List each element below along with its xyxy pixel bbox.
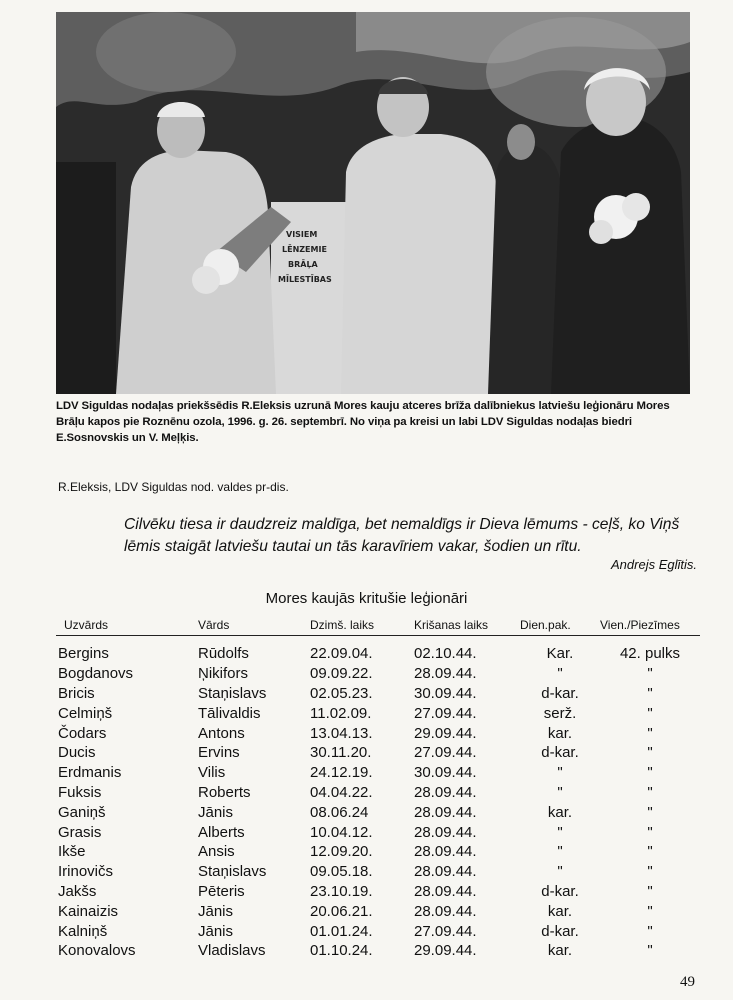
monument-line-4: MĪLESTĪBAS [278,275,332,284]
cell-death-date: 29.09.44. [414,724,477,742]
cell-unit-notes: " [647,724,653,742]
cell-name: Staņislavs [198,863,267,881]
cell-birth-date: 08.06.24 [310,803,369,821]
cell-death-date: 28.09.44. [414,863,477,881]
cell-name: Ansis [198,843,235,861]
caption-author: R.Eleksis, LDV Siguldas nod. valdes pr-dis. [58,480,289,494]
table-row [56,802,700,822]
cell-death-date: 27.09.44. [414,704,477,722]
cell-surname: Bogdanovs [58,665,134,683]
cell-rank: d-kar. [541,684,579,702]
cell-name: Pēteris [198,882,245,900]
cell-unit-notes: " [647,863,653,881]
cell-name: Jānis [198,922,234,940]
table-row [56,703,700,723]
cell-rank: Kar. [546,645,574,663]
cell-death-date: 28.09.44. [414,902,477,920]
cell-name: Antons [198,724,245,742]
table-row [56,882,700,902]
table-row [56,822,700,842]
cell-surname: Kalniņš [58,922,108,940]
cell-surname: Irinovičs [58,863,114,881]
cell-rank: kar. [547,902,573,920]
cell-birth-date: 04.04.22. [310,783,373,801]
cell-unit-notes: " [647,744,653,762]
table-row [56,842,700,862]
cell-surname: Grasis [58,823,102,841]
cell-death-date: 28.09.44. [414,843,477,861]
table-body [56,636,700,961]
cell-name: Vilis [198,764,226,782]
monument-line-3: BRĀĻA [288,260,318,269]
cell-rank: d-kar. [541,744,579,762]
table-row [56,862,700,882]
cell-unit-notes: " [647,684,653,702]
cell-rank: d-kar. [541,922,579,940]
cell-rank: " [557,783,563,801]
table-row [56,921,700,941]
cell-death-date: 02.10.44. [414,645,477,663]
cell-unit-notes: " [647,665,653,683]
cell-surname: Jakšs [58,882,97,900]
cell-rank: serž. [543,704,577,722]
cell-name: Ņikifors [198,665,249,683]
cell-birth-date: 13.04.13. [310,724,373,742]
header-unit-notes: Vien./Piezīmes [600,614,700,636]
cell-unit-notes: 42. pulks [619,645,681,663]
header-birth-date: Dzimš. laiks [310,614,414,636]
table-row [56,763,700,783]
cell-unit-notes: " [647,843,653,861]
cell-death-date: 30.09.44. [414,764,477,782]
cell-surname: Čodars [58,724,107,742]
photo-caption: LDV Siguldas nodaļas priekšsēdis R.Eleksis uzrunā Mores kauju atceres brīža dalībniekus latviešu leģionāru Mores Brāļu kapos pie Roznēnu ozola, 1996. g. 26. septembrī. No viņa pa kreisi un labi LDV Siguldas nodaļas biedri E.Sosnovskis un V. Meļķis. [56,400,670,444]
cell-birth-date: 20.06.21. [310,902,373,920]
cell-rank: " [557,843,563,861]
cell-birth-date: 23.10.19. [310,882,373,900]
cell-rank: kar. [547,803,573,821]
cell-birth-date: 01.01.24. [310,922,373,940]
cell-name: Roberts [198,783,251,801]
cell-death-date: 27.09.44. [414,744,477,762]
cell-surname: Celmiņš [58,704,113,722]
cell-surname: Ikše [58,843,86,861]
cell-unit-notes: " [647,803,653,821]
cell-unit-notes: " [647,783,653,801]
cell-birth-date: 24.12.19. [310,764,373,782]
cell-birth-date: 02.05.23. [310,684,373,702]
cell-unit-notes: " [647,704,653,722]
cell-unit-notes: " [647,823,653,841]
cell-surname: Bergins [58,645,109,663]
cell-name: Jānis [198,902,234,920]
cell-death-date: 28.09.44. [414,803,477,821]
cell-death-date: 28.09.44. [414,823,477,841]
cell-unit-notes: " [647,942,653,960]
cell-unit-notes: " [647,902,653,920]
header-death-date: Krišanas laiks [414,614,520,636]
cell-unit-notes: " [647,882,653,900]
quote-author: Andrejs Eglītis. [611,557,697,572]
cell-birth-date: 30.11.20. [310,744,372,762]
table-row [56,941,700,961]
cell-name: Jānis [198,803,234,821]
cell-birth-date: 11.02.09. [310,704,372,722]
cell-surname: Erdmanis [58,764,122,782]
legionnaire-table [56,614,700,961]
cell-birth-date: 22.09.04. [310,645,373,663]
cell-surname: Bricis [58,684,95,702]
table-row [56,901,700,921]
cell-surname: Konovalovs [58,942,136,960]
monument-line-1: VISIEM [286,230,318,239]
cell-unit-notes: " [647,764,653,782]
cell-rank: d-kar. [541,882,579,900]
table-row [56,684,700,704]
cell-surname: Ganiņš [58,803,106,821]
cell-surname: Fuksis [58,783,102,801]
cell-birth-date: 01.10.24. [310,942,373,960]
quote-text: Cilvēku tiesa ir daudzreiz maldīga, bet nemaldīgs ir Dieva lēmums - ceļš, ko Viņš lēmis staigāt latviešu tautai un tās karavīriem vakar, šodien un rītu. [124,516,680,555]
cell-rank: " [557,863,563,881]
cell-unit-notes: " [647,922,653,940]
cell-birth-date: 12.09.20. [310,843,373,861]
cell-name: Vladislavs [198,942,266,960]
cell-name: Alberts [198,823,245,841]
cell-surname: Kainaizis [58,902,119,920]
table-header [56,614,700,636]
cell-name: Ervins [198,744,240,762]
table-row [56,636,700,664]
cell-birth-date: 09.05.18. [310,863,373,881]
cell-rank: " [557,823,563,841]
monument-line-2: LĒNZEMIE [282,245,327,254]
list-title: Mores kaujās kritušie leģionāri [265,590,468,607]
cell-death-date: 28.09.44. [414,665,477,683]
cell-death-date: 30.09.44. [414,684,477,702]
page-number: 49 [680,974,695,990]
header-name: Vārds [198,614,310,636]
cell-death-date: 29.09.44. [414,942,477,960]
table-row [56,743,700,763]
cell-death-date: 27.09.44. [414,922,477,940]
cell-death-date: 28.09.44. [414,882,477,900]
cell-name: Rūdolfs [198,645,249,663]
header-surname: Uzvārds [56,614,198,636]
table-row [56,783,700,803]
cell-name: Staņislavs [198,684,267,702]
table-row [56,664,700,684]
cell-rank: " [557,665,563,683]
header-rank: Dien.pak. [520,614,600,636]
cell-death-date: 28.09.44. [414,783,477,801]
cell-rank: kar. [547,942,573,960]
memorial-photo [56,12,690,394]
cell-rank: " [557,764,563,782]
cell-birth-date: 09.09.22. [310,665,373,683]
table-row [56,723,700,743]
cell-name: Tālivaldis [198,704,261,722]
cell-rank: kar. [547,724,573,742]
cell-surname: Ducis [58,744,96,762]
cell-birth-date: 10.04.12. [310,823,373,841]
